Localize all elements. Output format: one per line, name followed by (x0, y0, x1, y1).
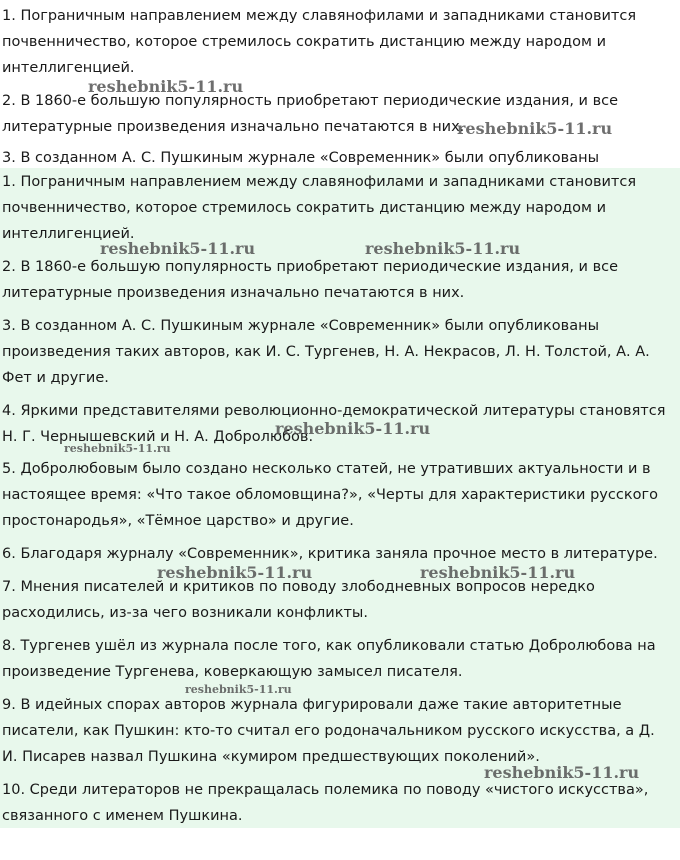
paragraph-9: 9. В идейных спорах авторов журнала фигурировали даже такие авторитетные писатели, как Пушкин: кто-то считал его родоначальником русского искусства, а Д. И. Писарев назвал Пушкина «кумиром предшествующих поколений». (2, 697, 655, 765)
watermark: reshebnik5-11.ru (420, 563, 576, 582)
watermark: reshebnik5-11.ru (275, 419, 431, 438)
top-paragraph-3: 3. В созданном А. С. Пушкиным журнале «Современник» были опубликованы (2, 150, 600, 166)
paragraph-5: 5. Добролюбовым было создано несколько статей, не утративших актуальности и в настоящее время: «Что такое обломовщина?», «Черты для характеристики русского простонародья», «Тёмное царство» и другие. (2, 461, 658, 529)
paragraph-3: 3. В созданном А. С. Пушкиным журнале «Современник» были опубликованы произведения таких авторов, как И. С. Тургенев, Н. А. Некрасов, Л. Н. Толстой, А. А. Фет и другие. (2, 318, 650, 386)
watermark: reshebnik5-11.ru (157, 563, 313, 582)
watermark: reshebnik5-11.ru (185, 683, 292, 696)
paragraph-2: 2. В 1860-е большую популярность приобретают периодические издания, и все литературные произведения изначально печатаются в них. (2, 259, 619, 301)
paragraph-4: 4. Яркими представителями революционно-демократической литературы становятся Н. Г. Чернышевский и Н. А. Добролюбов. (2, 403, 666, 445)
top-paragraph-1: 1. Пограничным направлением между славянофилами и западниками становится почвенничество, которое стремилось сократить дистанцию между народом и интеллигенцией. (2, 8, 637, 76)
watermark: reshebnik5-11.ru (457, 119, 613, 138)
paragraph-1: 1. Пограничным направлением между славянофилами и западниками становится почвенничество, которое стремилось сократить дистанцию между народом и интеллигенцией. (2, 174, 637, 242)
watermark: reshebnik5-11.ru (100, 239, 256, 258)
paragraph-6: 6. Благодаря журналу «Современник», критика заняла прочное место в литературе. (2, 546, 658, 562)
paragraph-7: 7. Мнения писателей и критиков по поводу злободневных вопросов нередко расходились, из-за чего возникали конфликты. (2, 579, 595, 621)
watermark: reshebnik5-11.ru (365, 239, 521, 258)
paragraph-8: 8. Тургенев ушёл из журнала после того, как опубликовали статью Добролюбова на произведение Тургенева, коверкающую замысел писателя. (2, 638, 656, 680)
watermark: reshebnik5-11.ru (64, 442, 171, 455)
watermark: reshebnik5-11.ru (484, 763, 640, 782)
top-paragraph-2: 2. В 1860-е большую популярность приобретают периодические издания, и все литературные произведения изначально печатаются в них. (2, 93, 619, 135)
watermark: reshebnik5-11.ru (88, 77, 244, 96)
paragraph-10: 10. Среди литераторов не прекращалась полемика по поводу «чистого искусства», связанного с именем Пушкина. (2, 782, 649, 824)
